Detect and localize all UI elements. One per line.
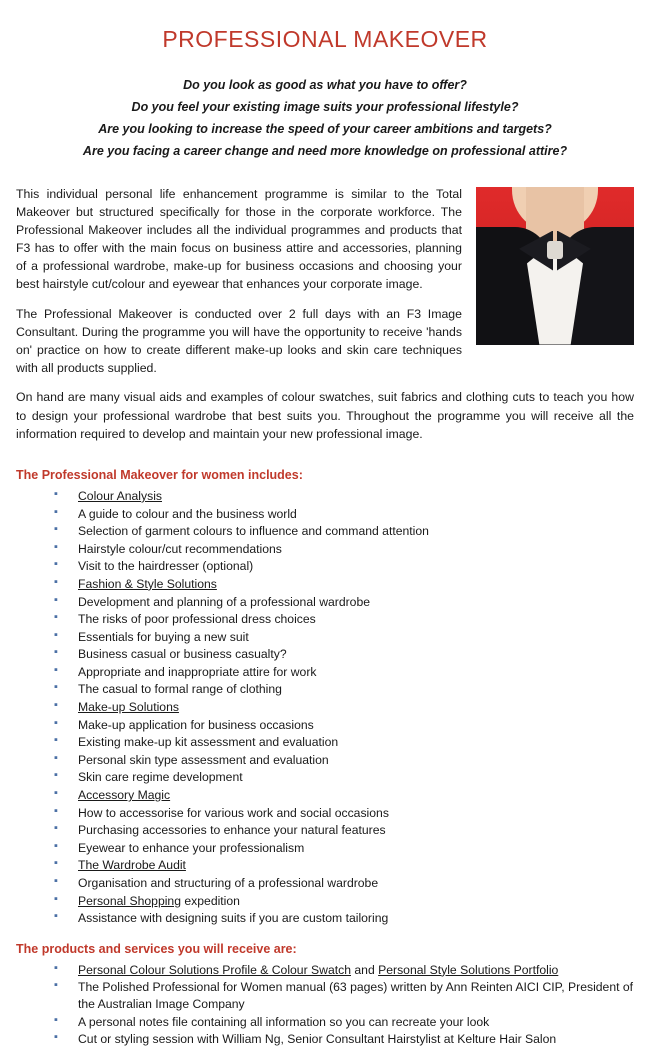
list-item [54, 488, 634, 506]
list-item: ▪ Assistance with designing suits if you are custom tailoring [54, 910, 634, 928]
list-item: ▪ Make-up application for business occasions [54, 717, 634, 735]
list-item: ▪ A personal notes file containing all information so you can recreate your look [54, 1014, 634, 1032]
question-4: Are you facing a career change and need more knowledge on professional attire? [82, 143, 568, 158]
list-item: ▪ Personal skin type assessment and evaluation [54, 752, 634, 770]
list-item [54, 962, 634, 980]
question-2: Do you feel your existing image suits your professional lifestyle? [131, 99, 519, 114]
list-item: ▪ Appropriate and inappropriate attire for work [54, 664, 634, 682]
page-title: PROFESSIONAL MAKEOVER [162, 26, 488, 52]
list-item-segment-3: Personal Style Solutions Portfolio [378, 962, 559, 977]
list-item-label: The Wardrobe Audit [78, 858, 186, 873]
question-3: Are you looking to increase the speed of your career ambitions and targets? [98, 121, 552, 136]
list-item: ▪ Development and planning of a professional wardrobe [54, 594, 634, 612]
list-item: ▪ The Polished Professional for Women manual (63 pages) written by Ann Reinten AICI CIP, President of the Australian Image Company [54, 979, 634, 1013]
list-item: ▪ A guide to colour and the business world [54, 506, 634, 524]
list-item-label: Fashion & Style Solutions [78, 576, 217, 591]
women-includes-list [16, 488, 634, 928]
question-1: Do you look as good as what you have to offer? [183, 78, 467, 92]
list-item: ▪ Cut or styling session with William Ng, Senior Consultant Hairstylist at Kelture Hair Salon [54, 1031, 634, 1049]
list-item: ▪ Selection of garment colours to influence and command attention [54, 523, 634, 541]
list-item: ▪ The casual to formal range of clothing [54, 681, 634, 699]
list-item [54, 893, 634, 911]
list-item: ▪ Hairstyle colour/cut recommendations [54, 541, 634, 559]
products-services-list [16, 962, 634, 1049]
photo-collar-knot [547, 241, 563, 259]
list-item: ▪ Skin care regime development [54, 769, 634, 787]
list-item: ▪ Visit to the hairdresser (optional) [54, 558, 634, 576]
list-item: ▪ How to accessorise for various work and social occasions [54, 805, 634, 823]
list-item: ▪ Essentials for buying a new suit [54, 629, 634, 647]
list-item: ▪ Organisation and structuring of a professional wardrobe [54, 875, 634, 893]
list-item-segment-2: and [351, 962, 379, 977]
list-item: ▪ Purchasing accessories to enhance your natural features [54, 822, 634, 840]
list-item-label: Colour Analysis [78, 488, 162, 503]
paragraph-1: This individual personal life enhancement programme is similar to the Total Makeover but structured specifically for those in the corporate workforce. The Professional Makeover includes all the individual programmes and products that F3 has to offer with the main focus on business attire and accessories, planning of a professional wardrobe, make-up for business occasions and choosing your best hairstyle cut/colour and eyewear that enhances your corporate image. [16, 186, 462, 292]
list-item: ▪ Business casual or business casualty? [54, 646, 634, 664]
list-item: ▪ Existing make-up kit assessment and evaluation [54, 734, 634, 752]
list-item: ▪ The risks of poor professional dress choices [54, 611, 634, 629]
questions-block [16, 75, 634, 163]
list-item [54, 787, 634, 805]
paragraph-2: The Professional Makeover is conducted over 2 full days with an F3 Image Consultant. During the programme you will have the opportunity to receive 'hands on' practice on how to create different make-up looks and skin care techniques with all products supplied. [16, 306, 462, 376]
intro-body [16, 185, 634, 454]
list-item [54, 857, 634, 875]
list-item-label-underlined: Personal Shopping [78, 893, 181, 908]
list-item: ▪ Eyewear to enhance your professionalism [54, 840, 634, 858]
list-item-segment-1: Personal Colour Solutions Profile & Colour Swatch [78, 962, 351, 977]
list-item [54, 699, 634, 717]
list-item-label-rest: expedition [181, 893, 240, 908]
list-item-label: Accessory Magic [78, 788, 171, 803]
list-item [54, 576, 634, 594]
professional-woman-photo [476, 187, 634, 345]
section-heading-products: The products and services you will receive are: [16, 941, 297, 956]
list-item-label: Make-up Solutions [78, 700, 179, 715]
section-heading-women: The Professional Makeover for women includes: [16, 467, 303, 482]
paragraph-3: On hand are many visual aids and examples of colour swatches, suit fabrics and clothing cuts to teach you how to design your professional wardrobe that best suits you. Throughout the programme you will receive all the information required to develop and maintain your new professional image. [16, 390, 634, 441]
